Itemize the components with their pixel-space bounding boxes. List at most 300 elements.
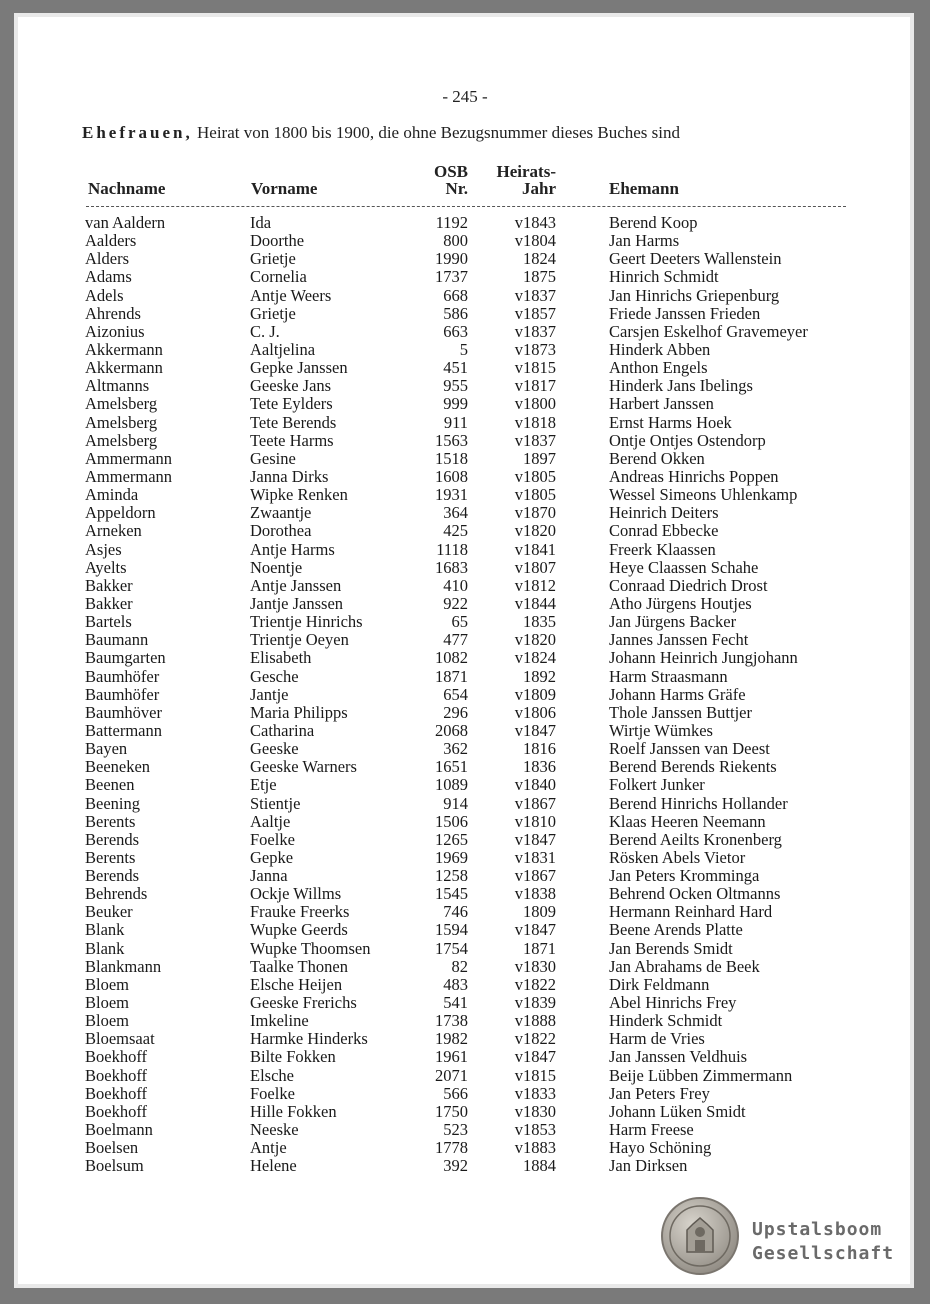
cell-marriage-year: v1820 [514,630,556,650]
cell-husband: Jan Peters Kromminga [609,866,760,886]
cell-marriage-year: v1831 [514,847,556,867]
cell-husband: Heye Claassen Schahe [609,557,759,577]
cell-osb-number: 922 [443,593,468,613]
cell-husband: Wessel Simeons Uhlenkamp [609,485,798,505]
table-row [0,776,930,794]
table-row [0,450,930,468]
cell-last-name: Boekhoff [85,1065,148,1085]
cell-husband: Friede Janssen Frieden [609,303,761,323]
cell-first-name: Maria Philipps [250,702,348,722]
cell-last-name: Berents [85,811,136,831]
cell-osb-number: 668 [443,285,468,305]
cell-last-name: Bloem [85,974,129,994]
cell-osb-number: 586 [443,303,468,323]
society-logo-text [752,1218,894,1266]
cell-husband: Rösken Abels Vietor [609,847,746,867]
cell-marriage-year: v1818 [514,412,556,432]
cell-marriage-year: 1836 [523,757,556,777]
cell-first-name: Wupke Geerds [250,920,348,940]
table-row [0,795,930,813]
cell-husband: Jan Janssen Veldhuis [609,1047,748,1067]
cell-osb-number: 425 [443,521,468,541]
cell-last-name: Boekhoff [85,1047,148,1067]
cell-last-name: Blankmann [85,956,162,976]
cell-first-name: Frauke Freerks [250,902,350,922]
cell-marriage-year: v1833 [514,1083,556,1103]
cell-first-name: Wipke Renken [250,485,348,505]
cell-first-name: Dorothea [250,521,312,541]
cell-husband: Jannes Janssen Fecht [609,630,749,650]
cell-marriage-year: v1820 [514,521,556,541]
cell-last-name: Akkermann [85,339,163,359]
cell-osb-number: 1089 [435,775,468,795]
cell-last-name: Bloem [85,1011,129,1031]
cell-husband: Hinderk Jans Ibelings [609,376,753,396]
cell-osb-number: 1258 [435,866,468,886]
cell-first-name: Tete Eylders [250,394,333,414]
cell-first-name: Trientje Hinrichs [250,612,363,632]
cell-marriage-year: v1843 [514,213,556,232]
cell-osb-number: 1737 [435,267,468,287]
cell-husband: Harm de Vries [609,1029,705,1049]
cell-husband: Jan Berends Smidt [609,938,733,958]
cell-last-name: Alders [85,249,129,269]
cell-osb-number: 1778 [435,1138,468,1158]
cell-first-name: Antje Weers [250,285,332,305]
column-header-husband: Ehemann [609,179,679,198]
cell-last-name: Berends [85,829,140,849]
table-row [0,849,930,867]
table-row [0,468,930,486]
cell-husband: Harm Freese [609,1120,694,1140]
table-row [0,813,930,831]
cell-husband: Ontje Ontjes Ostendorp [609,430,766,450]
cell-husband: Berend Berends Riekents [609,757,777,777]
cell-last-name: Bloemsaat [85,1029,155,1049]
cell-osb-number: 1265 [435,829,468,849]
cell-marriage-year: v1807 [514,557,556,577]
cell-first-name: Wupke Thoomsen [250,938,371,958]
cell-osb-number: 65 [451,612,468,632]
cell-husband: Roelf Janssen van Deest [609,739,770,759]
cell-first-name: Geeske [250,739,299,759]
cell-marriage-year: v1839 [514,993,556,1013]
cell-osb-number: 654 [443,684,468,704]
cell-husband: Geert Deeters Wallenstein [609,249,782,269]
cell-husband: Wirtje Wümkes [609,720,713,740]
cell-last-name: Altmanns [85,376,150,396]
cell-marriage-year: v1847 [514,1047,556,1067]
cell-husband: Anthon Engels [609,358,708,378]
cell-husband: Conraad Diedrich Drost [609,575,768,595]
cell-last-name: Bakker [85,593,133,613]
cell-first-name: Jantje [250,684,289,704]
cell-marriage-year: v1815 [514,358,556,378]
cell-marriage-year: 1835 [523,612,556,632]
cell-husband: Hinderk Abben [609,339,711,359]
cell-last-name: Battermann [85,720,162,740]
cell-husband: Berend Hinrichs Hollander [609,793,788,813]
cell-osb-number: 1608 [435,466,468,486]
cell-first-name: Jantje Janssen [250,593,344,613]
table-row [0,377,930,395]
table-row [0,341,930,359]
cell-first-name: C. J. [250,321,280,341]
table-row [0,214,930,232]
table-row [0,867,930,885]
cell-husband: Abel Hinrichs Frey [609,993,737,1013]
cell-first-name: Noentje [250,557,303,577]
cell-marriage-year: v1841 [514,539,556,559]
table-row [0,414,930,432]
cell-marriage-year: v1805 [514,485,556,505]
cell-osb-number: 2068 [435,720,468,740]
page-number: - 245 - [442,87,488,106]
table-row [0,595,930,613]
cell-first-name: Catharina [250,720,315,740]
cell-husband: Jan Dirksen [609,1156,688,1176]
cell-husband: Harm Straasmann [609,666,728,686]
cell-husband: Jan Jürgens Backer [609,612,737,632]
cell-last-name: Boelsum [85,1156,144,1176]
table-row [0,958,930,976]
cell-osb-number: 362 [443,739,468,759]
cell-last-name: Baumann [85,630,149,650]
seal-icon [660,1196,740,1276]
table-row [0,1157,930,1175]
cell-first-name: Ida [250,213,272,232]
cell-husband: Berend Koop [609,213,698,232]
cell-marriage-year: v1847 [514,920,556,940]
cell-husband: Johann Lüken Smidt [609,1101,746,1121]
cell-first-name: Imkeline [250,1011,309,1031]
table-row [0,1139,930,1157]
cell-last-name: Ahrends [85,303,141,323]
cell-osb-number: 999 [443,394,468,414]
cell-first-name: Trientje Oeyen [250,630,349,650]
column-header-last-name: Nachname [88,179,166,198]
cell-last-name: Boekhoff [85,1083,148,1103]
table-row [0,504,930,522]
cell-marriage-year: 1809 [523,902,556,922]
cell-last-name: Amelsberg [85,412,158,432]
cell-marriage-year: v1844 [514,593,556,613]
table-row [0,559,930,577]
cell-osb-number: 1982 [435,1029,468,1049]
cell-first-name: Zwaantje [250,503,312,523]
logo-line-1: Upstalsboom [752,1219,883,1240]
cell-husband: Beene Arends Platte [609,920,743,940]
cell-husband: Harbert Janssen [609,394,714,414]
cell-osb-number: 1082 [435,648,468,668]
header-divider [86,206,846,207]
cell-first-name: Antje [250,1138,287,1158]
cell-osb-number: 392 [443,1156,468,1176]
cell-first-name: Taalke Thonen [250,956,348,976]
cell-first-name: Janna [250,866,288,886]
heading-title: Ehefrauen, [82,123,193,142]
table-row [0,994,930,1012]
cell-last-name: Bayen [85,739,128,759]
cell-first-name: Antje Janssen [250,575,342,595]
cell-husband: Atho Jürgens Houtjes [609,593,752,613]
cell-marriage-year: v1800 [514,394,556,414]
table-row [0,1121,930,1139]
cell-husband: Carsjen Eskelhof Gravemeyer [609,321,808,341]
cell-osb-number: 296 [443,702,468,722]
cell-last-name: Adels [85,285,124,305]
cell-husband: Behrend Ocken Oltmanns [609,884,781,904]
cell-last-name: Beuker [85,902,133,922]
cell-osb-number: 5 [459,339,468,359]
marriage-table [0,214,930,1175]
table-row [0,323,930,341]
cell-husband: Ernst Harms Hoek [609,412,732,432]
cell-first-name: Aaltje [250,811,291,831]
cell-husband: Thole Janssen Buttjer [609,702,752,722]
cell-marriage-year: v1847 [514,829,556,849]
cell-last-name: Bartels [85,612,132,632]
cell-husband: Hinderk Schmidt [609,1011,723,1031]
cell-first-name: Grietje [250,249,296,269]
table-row [0,885,930,903]
cell-last-name: Berends [85,866,140,886]
cell-marriage-year: v1822 [514,974,556,994]
cell-last-name: Baumhöfer [85,684,160,704]
cell-husband: Dirk Feldmann [609,974,710,994]
table-row [0,1103,930,1121]
cell-marriage-year: v1830 [514,956,556,976]
cell-first-name: Gesine [250,448,296,468]
cell-marriage-year: v1830 [514,1101,556,1121]
cell-last-name: Ammermann [85,448,173,468]
cell-osb-number: 541 [443,993,468,1013]
table-row [0,359,930,377]
cell-last-name: Ayelts [85,557,127,577]
cell-last-name: Amelsberg [85,394,158,414]
cell-last-name: Aminda [85,485,139,505]
table-row [0,395,930,413]
cell-last-name: Baumhöver [85,702,162,722]
cell-last-name: Boelsen [85,1138,139,1158]
table-row [0,232,930,250]
cell-last-name: Beenen [85,775,135,795]
column-header-osb-nr: Nr. [445,179,468,198]
column-header-marriage: Heirats- [496,162,556,181]
cell-husband: Heinrich Deiters [609,503,719,523]
cell-first-name: Geeske Jans [250,376,332,396]
cell-marriage-year: v1853 [514,1120,556,1140]
cell-last-name: Beening [85,793,140,813]
cell-husband: Johann Heinrich Jungjohann [609,648,798,668]
cell-last-name: Aalders [85,231,137,251]
table-row [0,1085,930,1103]
column-header-year: Jahr [522,179,556,198]
cell-marriage-year: 1884 [523,1156,556,1176]
cell-marriage-year: v1857 [514,303,556,323]
cell-marriage-year: v1888 [514,1011,556,1031]
cell-marriage-year: v1810 [514,811,556,831]
cell-osb-number: 523 [443,1120,468,1140]
cell-first-name: Elisabeth [250,648,312,668]
cell-marriage-year: v1837 [514,430,556,450]
cell-last-name: Beeneken [85,757,151,777]
cell-osb-number: 477 [443,630,468,650]
cell-first-name: Geeske Warners [250,757,357,777]
cell-marriage-year: 1892 [523,666,556,686]
cell-osb-number: 1754 [435,938,468,958]
cell-last-name: Baumgarten [85,648,166,668]
cell-osb-number: 1118 [436,539,468,559]
cell-marriage-year: v1817 [514,376,556,396]
table-row [0,831,930,849]
cell-osb-number: 1594 [435,920,468,940]
cell-marriage-year: v1883 [514,1138,556,1158]
cell-first-name: Geeske Frerichs [250,993,357,1013]
cell-last-name: Asjes [85,539,122,559]
cell-marriage-year: 1871 [523,938,556,958]
cell-last-name: Aizonius [85,321,145,341]
table-row [0,704,930,722]
table-row [0,432,930,450]
cell-first-name: Elsche Heijen [250,974,343,994]
cell-husband: Jan Abrahams de Beek [609,956,760,976]
cell-last-name: Boekhoff [85,1101,148,1121]
table-row [0,921,930,939]
cell-marriage-year: v1867 [514,866,556,886]
cell-osb-number: 1738 [435,1011,468,1031]
table-row [0,250,930,268]
cell-osb-number: 1969 [435,847,468,867]
cell-marriage-year: v1815 [514,1065,556,1085]
cell-first-name: Janna Dirks [250,466,329,486]
logo-line-2: Gesellschaft [752,1243,895,1264]
cell-last-name: Blank [85,920,125,940]
cell-marriage-year: v1840 [514,775,556,795]
cell-osb-number: 1192 [435,213,468,232]
cell-husband: Jan Harms [609,231,680,251]
cell-osb-number: 1563 [435,430,468,450]
heading-description: Heirat von 1800 bis 1900, die ohne Bezugsnummer dieses Buches sind [197,123,681,142]
table-row [0,613,930,631]
table-row [0,1030,930,1048]
cell-husband: Beije Lübben Zimmermann [609,1065,793,1085]
cell-last-name: Appeldorn [85,503,156,523]
cell-osb-number: 364 [443,503,468,523]
cell-first-name: Foelke [250,829,295,849]
cell-osb-number: 1750 [435,1101,468,1121]
cell-osb-number: 663 [443,321,468,341]
cell-marriage-year: v1824 [514,648,556,668]
cell-marriage-year: v1804 [514,231,556,251]
table-row [0,740,930,758]
cell-last-name: van Aaldern [85,213,166,232]
cell-last-name: Baumhöfer [85,666,160,686]
cell-first-name: Gepke [250,847,294,867]
cell-first-name: Doorthe [250,231,305,251]
cell-marriage-year: 1897 [523,448,556,468]
cell-first-name: Cornelia [250,267,307,287]
table-row [0,287,930,305]
table-row [0,1048,930,1066]
cell-marriage-year: v1837 [514,285,556,305]
cell-first-name: Foelke [250,1083,295,1103]
cell-osb-number: 2071 [435,1065,468,1085]
cell-marriage-year: v1812 [514,575,556,595]
table-row [0,649,930,667]
table-row [0,541,930,559]
cell-husband: Jan Peters Frey [609,1083,710,1103]
cell-first-name: Harmke Hinderks [250,1029,368,1049]
cell-first-name: Elsche [250,1065,294,1085]
cell-osb-number: 1990 [435,249,468,269]
cell-osb-number: 1931 [435,485,468,505]
cell-osb-number: 746 [443,902,468,922]
cell-first-name: Tete Berends [250,412,337,432]
cell-osb-number: 82 [451,956,468,976]
cell-marriage-year: v1809 [514,684,556,704]
cell-first-name: Gesche [250,666,299,686]
cell-last-name: Blank [85,938,125,958]
cell-last-name: Berents [85,847,136,867]
cell-first-name: Bilte Fokken [250,1047,336,1067]
cell-osb-number: 451 [443,358,468,378]
cell-husband: Hinrich Schmidt [609,267,719,287]
cell-marriage-year: v1867 [514,793,556,813]
cell-first-name: Neeske [250,1120,299,1140]
table-row [0,577,930,595]
cell-marriage-year: v1837 [514,321,556,341]
cell-osb-number: 1518 [435,448,468,468]
cell-osb-number: 1683 [435,557,468,577]
table-row [0,631,930,649]
cell-osb-number: 1871 [435,666,468,686]
cell-last-name: Arneken [85,521,142,541]
table-row [0,522,930,540]
cell-husband: Berend Okken [609,448,705,468]
table-row [0,976,930,994]
cell-marriage-year: v1806 [514,702,556,722]
cell-osb-number: 1651 [435,757,468,777]
cell-husband: Hayo Schöning [609,1138,712,1158]
cell-husband: Freerk Klaassen [609,539,716,559]
cell-osb-number: 410 [443,575,468,595]
cell-marriage-year: v1805 [514,466,556,486]
cell-husband: Klaas Heeren Neemann [609,811,766,831]
table-row [0,305,930,323]
table-row [0,1012,930,1030]
cell-first-name: Antje Harms [250,539,335,559]
cell-osb-number: 483 [443,974,468,994]
cell-last-name: Amelsberg [85,430,158,450]
cell-first-name: Hille Fokken [250,1101,337,1121]
cell-first-name: Aaltjelina [250,339,316,359]
table-row [0,1067,930,1085]
cell-husband: Berend Aeilts Kronenberg [609,829,782,849]
cell-osb-number: 1961 [435,1047,468,1067]
cell-marriage-year: v1870 [514,503,556,523]
table-row [0,486,930,504]
table-row [0,758,930,776]
cell-husband: Hermann Reinhard Hard [609,902,773,922]
cell-first-name: Ockje Willms [250,884,342,904]
cell-osb-number: 955 [443,376,468,396]
cell-osb-number: 914 [443,793,468,813]
cell-osb-number: 1545 [435,884,468,904]
column-header-first-name: Vorname [251,179,318,198]
table-row [0,686,930,704]
cell-husband: Andreas Hinrichs Poppen [609,466,779,486]
